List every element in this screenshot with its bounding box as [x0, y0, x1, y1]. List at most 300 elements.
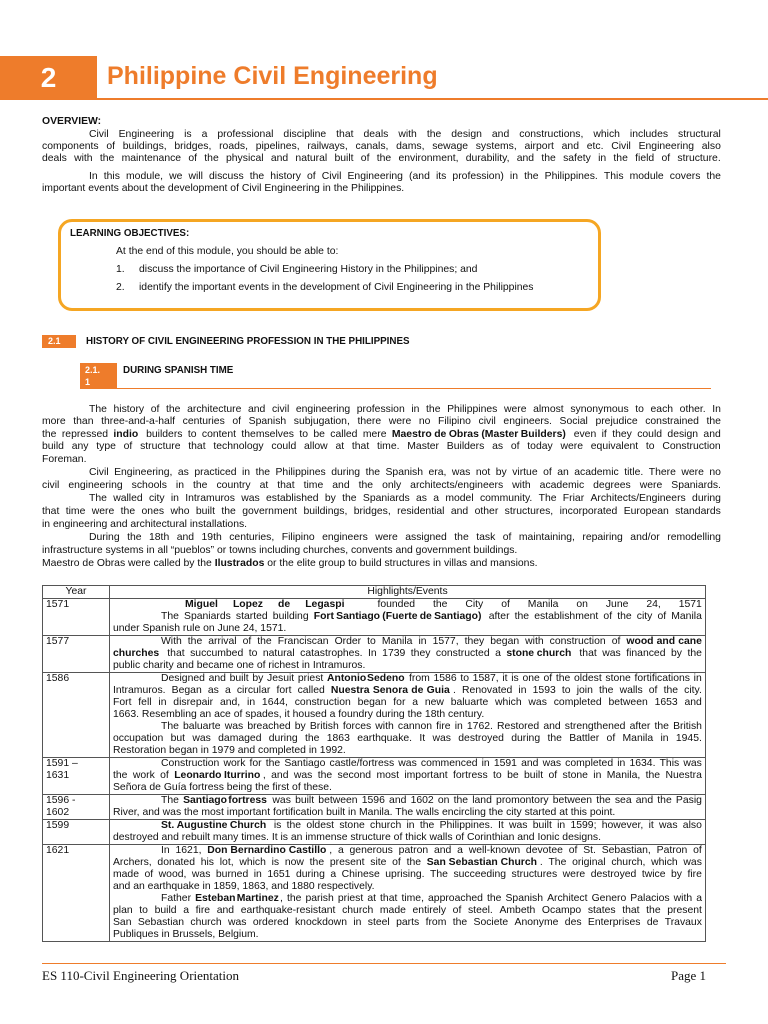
- text-run: built: [334, 153, 357, 164]
- text-run: was: [293, 770, 316, 781]
- text-run: that: [167, 648, 188, 659]
- text-run: 1587,: [472, 673, 502, 684]
- bold-term: de: [411, 685, 424, 696]
- event-line: [113, 709, 702, 721]
- text-run: Franciscan: [277, 636, 332, 647]
- text-run: we: [169, 171, 186, 182]
- text-run: and: [521, 758, 542, 769]
- bold-term: indio: [113, 429, 139, 440]
- text-run: and: [216, 905, 237, 916]
- event-line: [113, 845, 702, 857]
- text-run: made: [379, 905, 409, 916]
- text-run: bridges,: [174, 141, 215, 152]
- text-run: Spaniards: [184, 611, 234, 622]
- text-run: In: [161, 845, 173, 856]
- text-run: [141, 429, 144, 441]
- text-run: [269, 820, 272, 832]
- text-run: the: [365, 467, 383, 478]
- text-run: de: [646, 917, 662, 928]
- text-run: work: [132, 770, 158, 781]
- text-run: was: [241, 493, 263, 504]
- text-run: components: [42, 141, 102, 152]
- text-run: 1653: [654, 697, 681, 708]
- text-run: City: [465, 599, 487, 610]
- text-run: steel: [367, 917, 393, 928]
- text-run: Civil: [611, 141, 634, 152]
- text-run: Engineering: [638, 141, 697, 152]
- text-run: build: [154, 905, 180, 916]
- text-run: during: [268, 733, 301, 744]
- event-line: [113, 893, 702, 905]
- text-run: to: [187, 429, 200, 440]
- text-run: [405, 673, 408, 685]
- text-run: if: [601, 429, 610, 440]
- text-run: centuries,: [229, 532, 278, 543]
- text-run: and: [635, 795, 657, 806]
- text-run: in: [247, 697, 258, 708]
- text-run: the: [309, 857, 328, 868]
- text-run: module: [629, 171, 667, 182]
- text-run: includes: [629, 129, 671, 140]
- text-run: time.: [376, 441, 403, 452]
- text-run: devotee: [525, 845, 566, 856]
- text-run: of: [144, 869, 157, 880]
- text-run: Travaux: [664, 917, 702, 928]
- text-run: Order: [334, 636, 365, 647]
- text-run: 1663. Resembling an ace of spades, it housed a foundry during the 18th century.: [113, 709, 485, 720]
- text-run: bridges,: [353, 506, 394, 517]
- table-row: [43, 758, 706, 795]
- text-run: 1591: [493, 758, 520, 769]
- text-run: European: [623, 506, 672, 517]
- text-run: 1762.: [466, 721, 496, 732]
- text-run: they: [464, 636, 488, 647]
- text-run: to: [460, 673, 472, 684]
- text-run: the: [541, 153, 559, 164]
- text-run: 1644,: [261, 697, 291, 708]
- text-run: join: [576, 685, 596, 696]
- text-run: a: [337, 845, 347, 856]
- text-run: in: [557, 820, 569, 831]
- body-line: [89, 467, 721, 479]
- bold-term: Ilustrados: [214, 558, 265, 569]
- text-run: Sebastian,: [601, 845, 654, 856]
- text-run: important events about the development of Civil Engineering in the Philippines.: [42, 183, 405, 194]
- text-run: construction: [549, 636, 609, 647]
- text-run: succumbed: [190, 648, 247, 659]
- text-run: and: [247, 404, 269, 415]
- text-run: the: [286, 893, 305, 904]
- text-run: subjugation,: [293, 416, 353, 427]
- text-run: Battler: [569, 733, 603, 744]
- text-run: structure: [140, 441, 184, 452]
- text-run: engineering: [68, 480, 126, 491]
- text-run: which: [495, 697, 525, 708]
- text-run: in: [175, 480, 187, 491]
- text-run: the: [255, 467, 273, 478]
- text-run: parts: [396, 917, 423, 928]
- text-run: River, and was the most important fortification built in Manila. The walls encircling the city started at this point.: [113, 807, 616, 818]
- text-run: Filipino: [281, 532, 318, 543]
- text-run: the: [598, 685, 617, 696]
- text-run: as: [415, 493, 430, 504]
- year-text: 1586: [46, 673, 70, 684]
- subsection-number-line: 1: [85, 377, 91, 387]
- text-run: city.: [684, 685, 702, 696]
- text-run: Manila: [622, 733, 657, 744]
- text-run: more: [42, 416, 69, 427]
- text-run: and: [332, 480, 353, 491]
- text-run: knockdown: [294, 917, 350, 928]
- text-run: dams,: [396, 141, 428, 152]
- event-cell: [110, 845, 706, 942]
- text-run: Architect: [547, 893, 591, 904]
- text-run: type: [96, 441, 119, 452]
- text-run: architecture: [187, 404, 245, 415]
- text-run: was: [272, 795, 294, 806]
- text-run: was: [432, 733, 454, 744]
- text-run: Intramuros: [185, 493, 238, 504]
- text-run: of: [693, 845, 702, 856]
- text-run: Master: [407, 441, 442, 452]
- text-run: Filipino: [438, 416, 474, 427]
- event-line: [113, 881, 702, 893]
- text-run: original: [572, 857, 609, 868]
- text-run: with: [375, 721, 397, 732]
- text-run: founded: [377, 599, 418, 610]
- bold-term: and: [656, 636, 676, 647]
- text-run: fire: [436, 721, 454, 732]
- text-run: on: [437, 795, 453, 806]
- text-run: maintenance: [121, 153, 184, 164]
- text-run: 1602: [410, 795, 437, 806]
- text-run: a: [224, 685, 234, 696]
- body-line: [42, 519, 247, 531]
- text-run: Philippines.: [544, 171, 601, 182]
- event-cell: [110, 795, 706, 820]
- text-run: walls: [619, 685, 646, 696]
- text-run: the: [452, 917, 471, 928]
- text-run: mere: [362, 429, 390, 440]
- text-run: establishment: [534, 611, 602, 622]
- text-run: the: [613, 153, 631, 164]
- text-run: and: [516, 153, 537, 164]
- text-run: 1739: [382, 648, 409, 659]
- text-run: 1651: [267, 869, 294, 880]
- text-run: burned: [215, 869, 252, 880]
- text-run: des: [564, 917, 585, 928]
- text-run: is: [511, 673, 522, 684]
- text-run: the: [426, 129, 445, 140]
- text-run: the: [317, 770, 336, 781]
- text-run: was: [192, 733, 214, 744]
- text-run: that: [380, 893, 401, 904]
- objective-number: 2.: [116, 282, 125, 293]
- text-run: of: [188, 153, 200, 164]
- text-run: began: [490, 636, 523, 647]
- objective-item: [116, 282, 125, 293]
- text-run: St.: [583, 845, 599, 856]
- text-run: the: [166, 404, 184, 415]
- text-run: will: [188, 171, 206, 182]
- text-run: [574, 648, 577, 660]
- text-run: built: [532, 820, 555, 831]
- text-run: any: [71, 441, 92, 452]
- text-run: steel.: [467, 905, 496, 916]
- footer-course: ES 110-Civil Engineering Orientation: [42, 968, 240, 983]
- overview-line: [89, 129, 721, 141]
- text-run: it: [648, 820, 657, 831]
- bold-term: Obras: [448, 429, 479, 440]
- text-run: time,: [401, 893, 427, 904]
- text-run: fire: [195, 905, 213, 916]
- text-run: or the elite group to build structures in villas and mansions.: [264, 558, 538, 569]
- text-run: a: [330, 869, 340, 880]
- text-run: completed: [565, 758, 616, 769]
- text-run: that: [188, 441, 209, 452]
- text-run: Sebastian: [137, 917, 187, 928]
- bold-term: Church: [500, 857, 537, 868]
- text-run: constructed: [435, 648, 493, 659]
- text-run: Manila: [671, 611, 702, 622]
- text-run: the: [645, 770, 663, 781]
- text-run: natural: [262, 648, 298, 659]
- text-run: standards: [675, 506, 721, 517]
- text-run: Spaniards.: [671, 480, 721, 491]
- bold-term: Antonio: [326, 673, 367, 684]
- text-run: land: [472, 795, 495, 806]
- text-run: Philippines: [275, 467, 329, 478]
- text-run: of: [543, 467, 555, 478]
- overview-line: [42, 183, 404, 195]
- text-run: the: [286, 820, 304, 831]
- text-run: plan: [113, 905, 136, 916]
- text-run: fire: [687, 869, 702, 880]
- overview-heading: OVERVIEW:: [42, 116, 102, 127]
- text-run: Genero: [591, 893, 630, 904]
- bold-term: Builders): [520, 429, 566, 440]
- text-run: Civil: [89, 129, 112, 140]
- text-run: Santiago: [284, 758, 329, 769]
- text-run: [268, 795, 271, 807]
- body-line: [89, 404, 721, 416]
- text-run: in: [617, 758, 629, 769]
- text-run: sea: [614, 795, 635, 806]
- bold-term: Maestro: [391, 429, 432, 440]
- text-run: pipelines,: [255, 141, 303, 152]
- text-run: stone: [562, 770, 591, 781]
- text-run: of: [232, 416, 244, 427]
- text-run: Father: [161, 893, 194, 904]
- text-run: etc.: [586, 141, 607, 152]
- text-run: Fort: [113, 697, 135, 708]
- bold-term: church: [536, 648, 572, 659]
- text-run: design: [451, 129, 485, 140]
- text-run: schools: [131, 480, 170, 491]
- text-run: ,: [280, 893, 286, 904]
- event-line: [113, 758, 702, 770]
- header-rule: [97, 98, 768, 100]
- text-run: railways,: [307, 141, 351, 152]
- text-run: disrepair: [173, 697, 217, 708]
- text-run: to: [367, 636, 379, 647]
- text-run: the: [193, 480, 211, 491]
- text-run: repressed: [61, 429, 111, 440]
- text-run: structures: [511, 869, 561, 880]
- text-run: now: [284, 857, 307, 868]
- text-run: Señora de Guía fortress being the first of these.: [113, 782, 332, 793]
- year-text: 1596 -: [46, 795, 76, 806]
- text-run: in: [454, 721, 466, 732]
- text-run: that: [336, 129, 357, 140]
- text-run: the: [486, 893, 505, 904]
- text-run: of: [548, 770, 561, 781]
- text-run: Anonyme: [514, 917, 562, 928]
- text-run: was: [451, 467, 474, 478]
- bold-term: Guia: [426, 685, 450, 696]
- chapter-number: 2: [40, 62, 57, 93]
- text-run: civil: [42, 480, 63, 491]
- text-run: the: [42, 429, 60, 440]
- text-run: Societe: [473, 917, 512, 928]
- text-run: the: [127, 532, 145, 543]
- text-run: and/or: [630, 532, 663, 543]
- text-run: they: [612, 429, 635, 440]
- text-run: an: [557, 467, 572, 478]
- text-run: donated: [157, 857, 198, 868]
- text-run: other.: [679, 404, 709, 415]
- text-run: states: [587, 905, 619, 916]
- text-run: each: [650, 404, 676, 415]
- text-run: commenced: [420, 758, 481, 769]
- text-run: could: [637, 429, 665, 440]
- text-run: arrival: [208, 636, 240, 647]
- text-run: stone: [605, 673, 634, 684]
- text-run: engineers.: [503, 416, 555, 427]
- text-run: that: [351, 441, 373, 452]
- text-run: than: [73, 416, 97, 427]
- text-run: generous: [349, 845, 396, 856]
- text-run: a: [495, 648, 504, 659]
- text-run: and: [703, 429, 721, 440]
- text-run: the: [663, 685, 681, 696]
- objective-text: identify the important events in the development of Civil Engineering in the Philippines: [139, 282, 534, 293]
- text-run: second: [337, 770, 374, 781]
- text-run: buildings,: [122, 141, 170, 152]
- text-run: remodelling: [667, 532, 721, 543]
- text-run: in: [242, 467, 253, 478]
- text-run: structural: [678, 129, 721, 140]
- text-run: is: [273, 820, 285, 831]
- text-run: assigned: [405, 532, 450, 543]
- year-text: 1599: [46, 820, 70, 831]
- text-run: the: [406, 857, 424, 868]
- text-run: physical: [226, 153, 267, 164]
- year-cell: [43, 673, 110, 758]
- body-line: [42, 558, 538, 570]
- text-run: this: [103, 171, 123, 182]
- text-run: called: [297, 685, 328, 696]
- text-run: and: [450, 506, 472, 517]
- text-run: established: [265, 493, 322, 504]
- text-run: (and: [409, 171, 433, 182]
- text-run: was: [191, 869, 214, 880]
- text-run: important: [404, 770, 451, 781]
- text-run: of: [307, 171, 319, 182]
- text-run: the: [419, 820, 438, 831]
- subsection-number-line: 2.1.: [85, 365, 101, 375]
- text-run: is: [271, 857, 283, 868]
- text-run: by: [252, 673, 267, 684]
- text-run: 1863: [326, 733, 353, 744]
- text-run: Construction: [161, 758, 223, 769]
- text-run: were: [503, 404, 530, 415]
- text-run: for: [249, 758, 265, 769]
- text-run: the: [120, 506, 139, 517]
- text-run: present: [667, 905, 702, 916]
- text-run: synonymous: [570, 404, 632, 415]
- text-run: and: [389, 795, 410, 806]
- body-line: [42, 480, 721, 492]
- text-run: Civil: [89, 467, 112, 478]
- text-run: succeeding: [453, 869, 509, 880]
- text-run: the: [657, 795, 675, 806]
- text-run: was: [659, 820, 681, 831]
- event-cell: [110, 673, 706, 758]
- text-run: ,: [262, 770, 269, 781]
- bold-term: San: [426, 857, 446, 868]
- bold-term: Santiago: [183, 795, 227, 806]
- bold-term: Church: [229, 820, 267, 831]
- text-run: of: [661, 153, 674, 164]
- event-line: [113, 721, 702, 733]
- text-run: of: [501, 599, 513, 610]
- text-run: present: [329, 857, 368, 868]
- event-cell: [110, 599, 706, 636]
- column-header-highlights: Highlights/Events: [110, 586, 706, 599]
- text-run: to: [299, 429, 311, 440]
- text-run: in: [481, 758, 493, 769]
- event-line: [113, 795, 702, 807]
- text-run: and,: [219, 697, 244, 708]
- text-run: and: [543, 721, 564, 732]
- text-run: constrained: [645, 416, 702, 427]
- text-run: earthquake-resistant: [240, 905, 339, 916]
- objective-text: discuss the importance of Civil Engineering History in the Philippines; and: [139, 264, 478, 275]
- text-run: Designed: [161, 673, 208, 684]
- body-line: [42, 454, 86, 466]
- bold-term: Castillo: [288, 845, 327, 856]
- text-run: in: [598, 153, 610, 164]
- text-run: Philippines.: [439, 820, 496, 831]
- text-run: that: [277, 480, 298, 491]
- text-run: for: [393, 697, 409, 708]
- text-run: they: [410, 648, 434, 659]
- table-header-row: [43, 586, 706, 599]
- text-run: the: [204, 153, 222, 164]
- event-line: [113, 733, 702, 745]
- text-run: incorporated: [559, 506, 621, 517]
- text-run: between: [552, 795, 595, 806]
- text-run: uprising.: [385, 869, 428, 880]
- event-line: [113, 832, 702, 844]
- event-line: [113, 807, 702, 819]
- text-run: The: [161, 721, 182, 732]
- body-line: [42, 416, 721, 428]
- text-run: new: [424, 697, 447, 708]
- text-run: in: [660, 733, 672, 744]
- text-run: of: [150, 404, 163, 415]
